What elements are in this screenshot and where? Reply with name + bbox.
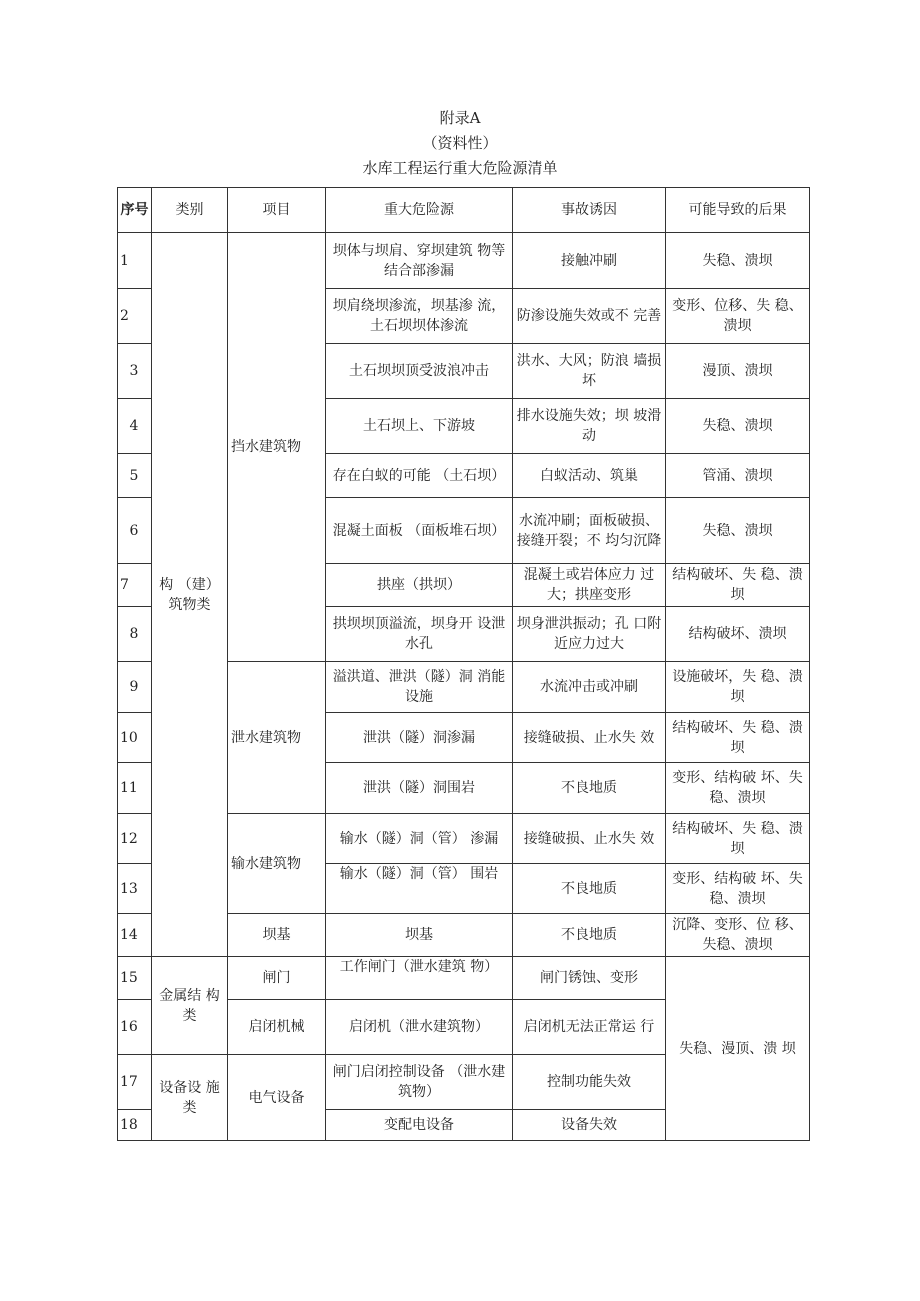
cause-cell: 不良地质 (513, 864, 666, 914)
row-number: 12 (118, 814, 152, 864)
header-item: 项目 (228, 188, 326, 233)
row-number: 7 (118, 564, 152, 607)
consequence-cell: 失稳、溃坝 (666, 498, 810, 564)
table-header-row (118, 188, 810, 233)
cause-cell: 不良地质 (513, 914, 666, 957)
cause-cell: 闸门锈蚀、变形 (513, 957, 666, 1000)
category-cell: 金属结 构类 (152, 957, 228, 1055)
item-cell: 输水建筑物 (228, 814, 326, 914)
consequence-cell: 变形、结构破 坏、失稳、溃坝 (666, 864, 810, 914)
row-number: 14 (118, 914, 152, 957)
hazard-cell: 泄洪（隧）洞渗漏 (326, 713, 513, 763)
row-number: 10 (118, 713, 152, 763)
consequence-cell: 变形、结构破 坏、失稳、溃坝 (666, 763, 810, 814)
item-cell: 闸门 (228, 957, 326, 1000)
table-row (118, 957, 810, 1000)
consequence-cell: 管涌、溃坝 (666, 454, 810, 498)
row-number: 18 (118, 1110, 152, 1141)
cause-cell: 设备失效 (513, 1110, 666, 1141)
cause-cell: 防渗设施失效或不 完善 (513, 289, 666, 344)
hazard-cell: 混凝土面板 （面板堆石坝） (326, 498, 513, 564)
cause-cell: 不良地质 (513, 763, 666, 814)
category-cell: 设备设 施类 (152, 1055, 228, 1141)
merged-consequence-cell: 失稳、漫顶、溃 坝 (666, 957, 810, 1141)
row-number: 8 (118, 607, 152, 662)
hazard-cell: 土石坝坝顶受波浪冲击 (326, 344, 513, 399)
document-title: 水库工程运行重大危险源清单 (362, 159, 558, 177)
appendix-nature: （资料性） (422, 134, 498, 152)
hazard-cell: 拱座（拱坝） (326, 564, 513, 607)
row-number: 5 (118, 454, 152, 498)
header-category: 类别 (152, 188, 228, 233)
hazard-cell: 土石坝上、下游坡 (326, 399, 513, 454)
row-number: 4 (118, 399, 152, 454)
row-number: 9 (118, 662, 152, 713)
consequence-cell: 结构破坏、失 稳、溃坝 (666, 564, 810, 607)
item-cell: 启闭机械 (228, 1000, 326, 1055)
cause-cell: 水流冲刷；面板破损、接缝开裂；不 均匀沉降 (513, 498, 666, 564)
hazard-cell: 输水（隧）洞（管） 渗漏 (326, 814, 513, 864)
cause-cell: 接缝破损、止水失 效 (513, 814, 666, 864)
item-cell: 坝基 (228, 914, 326, 957)
consequence-cell: 失稳、溃坝 (666, 233, 810, 289)
cause-cell: 接触冲刷 (513, 233, 666, 289)
hazard-cell: 坝体与坝肩、穿坝建筑 物等结合部渗漏 (326, 233, 513, 289)
row-number: 3 (118, 344, 152, 399)
consequence-cell: 结构破坏、失 稳、溃坝 (666, 713, 810, 763)
category-cell: 构 （建）筑物类 (152, 233, 228, 957)
row-number: 2 (118, 289, 152, 344)
hazard-cell: 变配电设备 (326, 1110, 513, 1141)
item-cell: 挡水建筑物 (228, 233, 326, 662)
hazard-cell: 坝基 (326, 914, 513, 957)
header-hazard: 重大危险源 (326, 188, 513, 233)
consequence-cell: 结构破坏、失 稳、溃坝 (666, 814, 810, 864)
cause-cell: 启闭机无法正常运 行 (513, 1000, 666, 1055)
consequence-cell: 漫顶、溃坝 (666, 344, 810, 399)
hazard-cell: 坝肩绕坝渗流，坝基渗 流，土石坝坝体渗流 (326, 289, 513, 344)
row-number: 16 (118, 1000, 152, 1055)
hazard-cell: 启闭机（泄水建筑物） (326, 1000, 513, 1055)
consequence-cell: 结构破坏、溃坝 (666, 607, 810, 662)
item-cell: 电气设备 (228, 1055, 326, 1141)
row-number: 6 (118, 498, 152, 564)
appendix-label: 附录A (439, 109, 481, 127)
cause-cell: 水流冲击或冲刷 (513, 662, 666, 713)
hazard-table (117, 187, 810, 1141)
consequence-cell: 沉降、变形、位 移、失稳、溃坝 (666, 914, 810, 957)
consequence-cell: 变形、位移、失 稳、溃坝 (666, 289, 810, 344)
cause-cell: 排水设施失效；坝 坡滑动 (513, 399, 666, 454)
row-number: 15 (118, 957, 152, 1000)
cause-cell: 洪水、大风；防浪 墙损坏 (513, 344, 666, 399)
hazard-cell: 拱坝坝顶溢流，坝身开 设泄水孔 (326, 607, 513, 662)
cause-cell: 接缝破损、止水失 效 (513, 713, 666, 763)
hazard-cell: 存在白蚁的可能 （土石坝） (326, 454, 513, 498)
header-cause: 事故诱因 (513, 188, 666, 233)
consequence-cell: 设施破坏，失 稳、溃坝 (666, 662, 810, 713)
cause-cell: 白蚁活动、筑巢 (513, 454, 666, 498)
consequence-cell: 失稳、溃坝 (666, 399, 810, 454)
hazard-cell: 溢洪道、泄洪（隧）洞 消能设施 (326, 662, 513, 713)
item-cell: 泄水建筑物 (228, 662, 326, 814)
hazard-cell: 泄洪（隧）洞围岩 (326, 763, 513, 814)
row-number: 13 (118, 864, 152, 914)
hazard-cell: 工作闸门（泄水建筑 物） (326, 957, 513, 1000)
header-consequence: 可能导致的后果 (666, 188, 810, 233)
row-number: 11 (118, 763, 152, 814)
hazard-cell: 输水（隧）洞（管） 围岩 (326, 864, 513, 914)
cause-cell: 坝身泄洪振动；孔 口附近应力过大 (513, 607, 666, 662)
header-seq: 序号 (118, 188, 152, 233)
cause-cell: 控制功能失效 (513, 1055, 666, 1110)
row-number: 1 (118, 233, 152, 289)
cause-cell: 混凝土或岩体应力 过大；拱座变形 (513, 564, 666, 607)
table-row (118, 233, 810, 289)
row-number: 17 (118, 1055, 152, 1110)
hazard-cell: 闸门启闭控制设备 （泄水建筑物） (326, 1055, 513, 1110)
